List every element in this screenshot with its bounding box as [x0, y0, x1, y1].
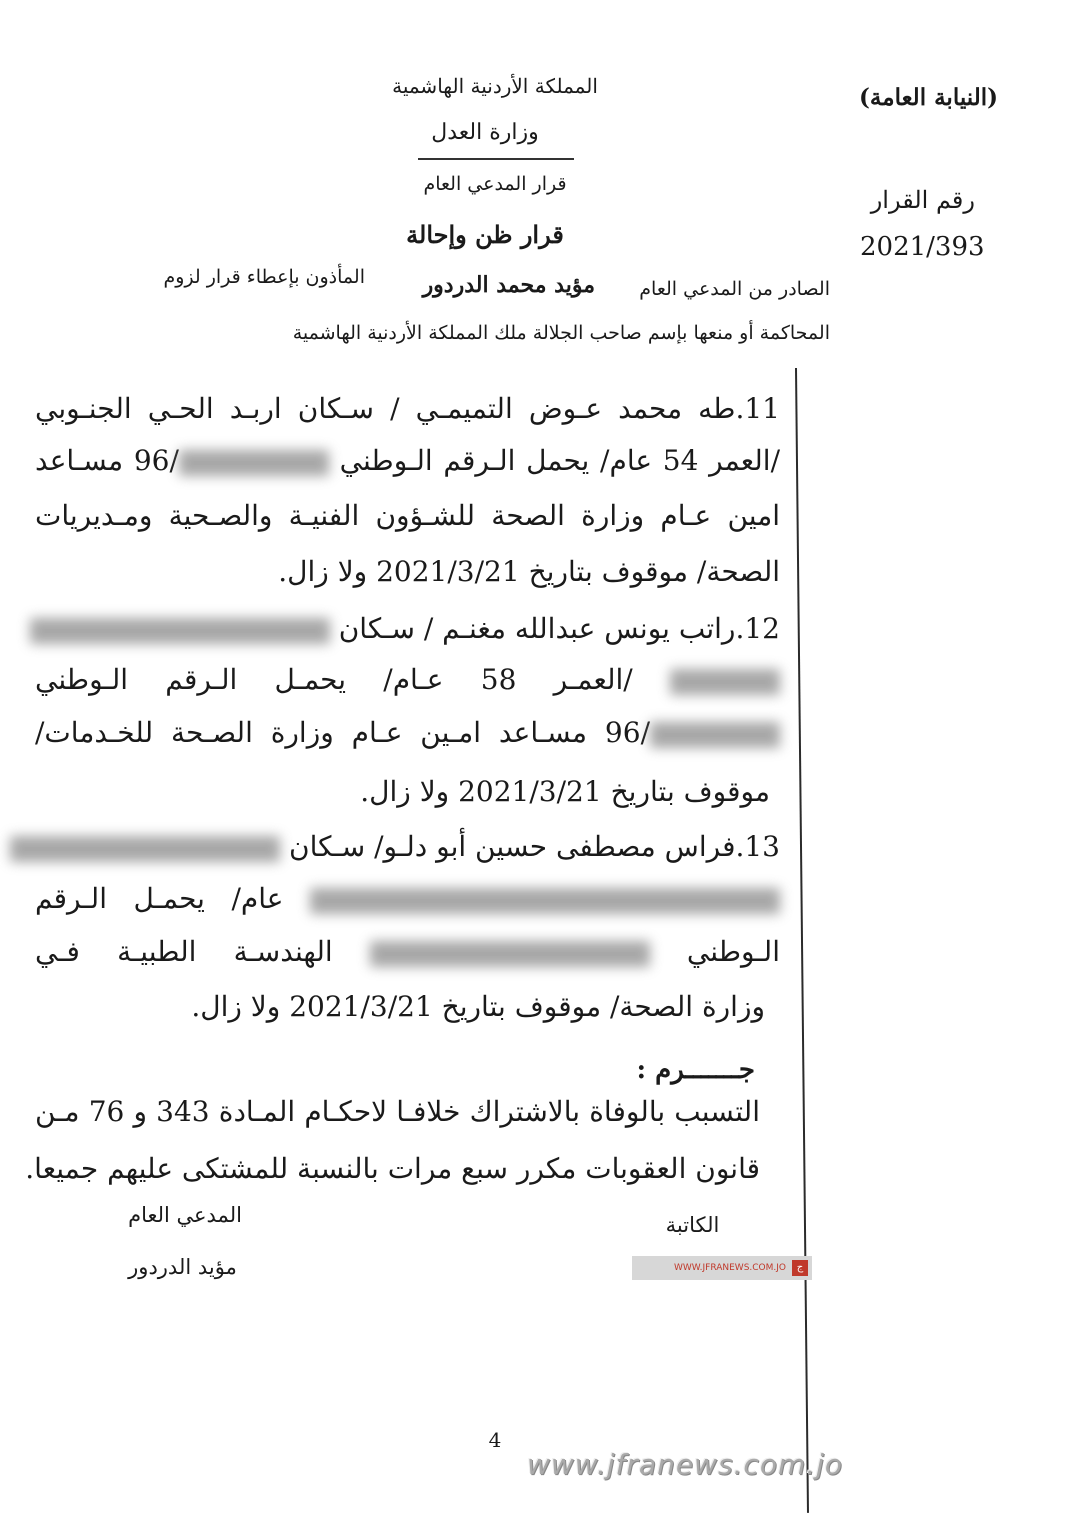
defendant-12-line-3 — [35, 716, 780, 749]
defendant-13-line-2 — [35, 882, 780, 915]
defendant-11-line-1: 11.طه محمد عـوض التميمـي / سـكان اربـد الحـي الجنـوبي — [35, 392, 780, 425]
crime-line-1: التسبب بالوفاة بالاشتراك خلافـا لاحكـام المـادة 343 و 76 مـن — [35, 1095, 760, 1128]
watermark-stamp — [632, 1256, 812, 1280]
crime-line-2: قانون العقوبات مكرر سبع مرات بالنسبة للمشتكى عليهم جميعا. — [25, 1152, 760, 1185]
defendant-13-name: 13.فراس مصطفى حسين أبو دلـو/ سـكان — [289, 830, 780, 863]
prosecutor-name: مؤيد محمد الدردور — [422, 272, 595, 298]
defendant-12-age-id: /العمـر 58 عـام/ يحمـل الـرقم الـوطني — [35, 663, 633, 696]
redacted-id — [370, 941, 650, 967]
margin-rule — [795, 368, 809, 1513]
redacted-id — [650, 722, 780, 748]
defendant-12-line-4: موقوف بتاريخ 2021/3/21 ولا زال. — [360, 775, 770, 808]
redacted-address — [670, 669, 780, 695]
defendant-11-line-4: الصحة/ موقوف بتاريخ 2021/3/21 ولا زال. — [278, 555, 780, 588]
defendant-11-line-3: امين عـام وزارة الصحة للشـؤون الفنيـة والصـحية ومـديريات — [35, 499, 780, 532]
ministry-heading: وزارة العدل — [431, 120, 539, 145]
defendant-12-role: مسـاعد امـين عـام وزارة الصـحة للخـدمات/ — [35, 716, 588, 749]
defendant-13-line-1 — [35, 830, 780, 863]
public-prosecution-label: (النيابة العامة) — [859, 84, 998, 111]
page-number: 4 — [488, 1428, 502, 1452]
site-watermark: www.jfranews.com.jo — [526, 1448, 844, 1481]
authorization-text: المأذون بإعطاء قرار لزوم — [163, 266, 365, 288]
defendant-12-line-2 — [35, 663, 780, 696]
watermark-stamp-text: WWW.JFRANEWS.COM.JO — [673, 1263, 786, 1273]
defendant-11-age-id: /العمر 54 عام/ يحمل الـرقم الـوطني — [339, 444, 781, 477]
redacted-address — [30, 618, 330, 644]
signature-clerk: الكاتبة — [665, 1213, 720, 1237]
kingdom-heading: المملكة الأردنية الهاشمية — [392, 74, 598, 98]
defendant-13-line-4: وزارة الصحة/ موقوف بتاريخ 2021/3/21 ولا زال. — [191, 990, 765, 1023]
defendant-13-role: الهندسـة الطبيـة فـي — [35, 935, 333, 968]
defendant-13-id-label: عام/ يحمـل الـرقم — [35, 882, 284, 915]
trial-authority-line: المحاكمة أو منعها بإسم صاحب الجلالة ملك المملكة الأردنية الهاشمية — [292, 322, 830, 344]
defendant-12-name: 12.راتب يونس عبدالله مغنـم / سـكان — [338, 612, 780, 645]
prosecutor-decision-heading: قرار المدعي العام — [423, 173, 567, 195]
redacted-details — [310, 888, 780, 914]
decision-number: 2021/393 — [860, 232, 985, 262]
defendant-13-id-word: الـوطني — [686, 935, 780, 968]
watermark-logo-icon: ج — [792, 1260, 808, 1276]
crime-label: جـــــــرم : — [636, 1055, 755, 1085]
defendant-11-id-suffix: /96 — [133, 444, 179, 477]
decision-number-label: رقم القرار — [870, 186, 975, 214]
defendant-12-id-suffix: /96 — [604, 716, 650, 749]
decision-type-title: قرار ظن وإحالة — [406, 220, 564, 249]
issued-by-label: الصادر من المدعي العام — [639, 278, 830, 300]
redacted-id — [179, 450, 329, 476]
defendant-11-role: مسـاعد — [35, 444, 124, 477]
defendant-12-line-1 — [35, 612, 780, 645]
redacted-address — [10, 836, 280, 862]
defendant-13-line-3 — [35, 935, 780, 968]
signature-prosecutor-name: مؤيد الدردور — [128, 1255, 237, 1279]
signature-prosecutor-title: المدعي العام — [128, 1203, 242, 1227]
heading-underline — [418, 158, 574, 160]
defendant-11-line-2 — [35, 444, 780, 477]
